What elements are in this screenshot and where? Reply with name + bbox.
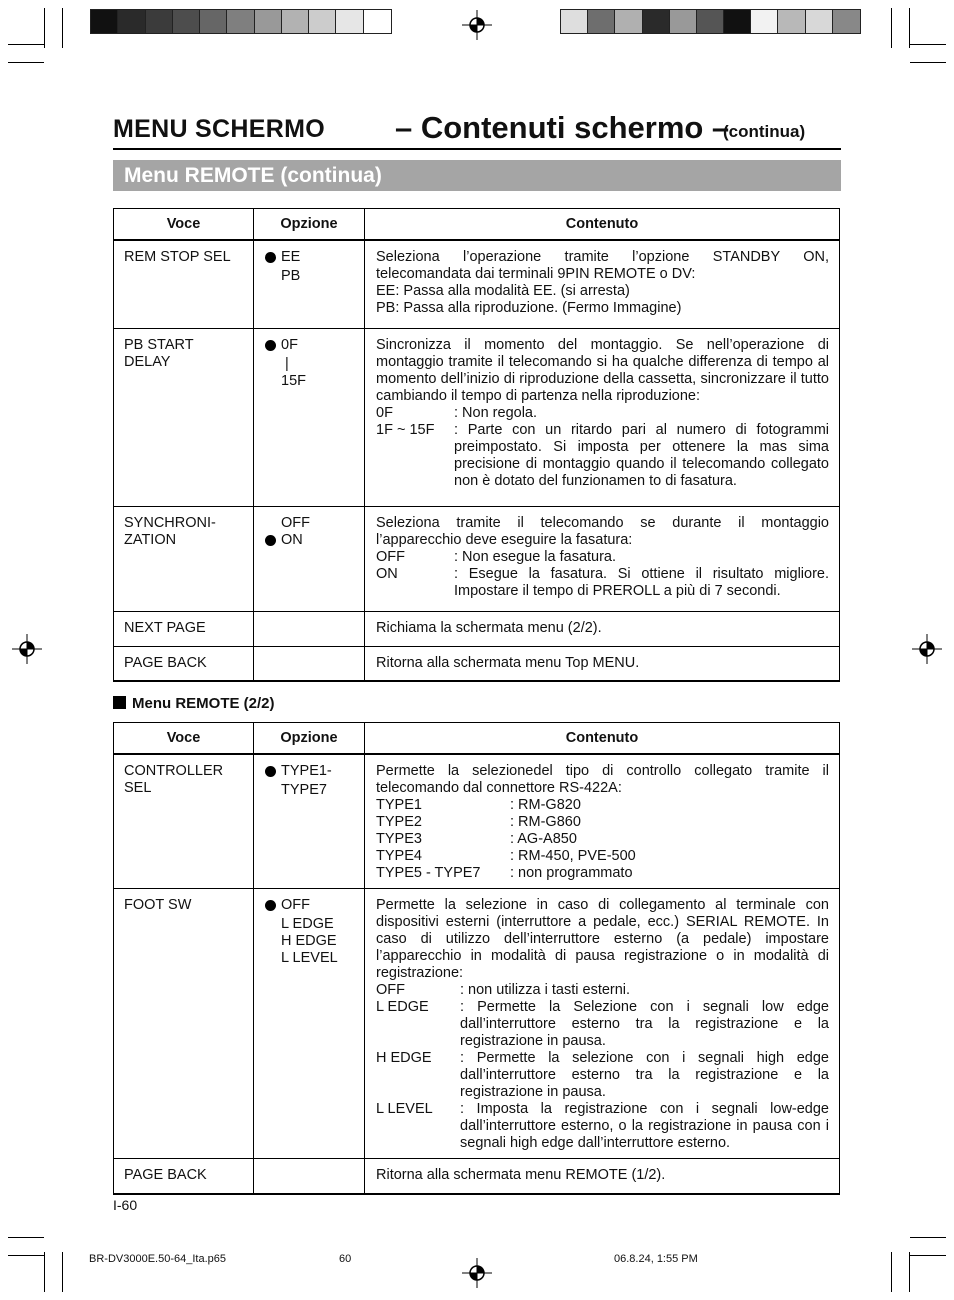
calibration-swatch [643, 10, 670, 33]
option-text: | [281, 355, 289, 372]
content-key: TYPE2 [376, 814, 422, 830]
voce-line: PAGE BACK [124, 1167, 207, 1183]
content-kv-line [376, 865, 829, 882]
voce-cell [114, 889, 254, 1159]
crop-mark [62, 1252, 63, 1292]
crop-mark [8, 44, 44, 45]
contenuto-cell [365, 754, 840, 889]
contenuto-cell [365, 328, 840, 506]
content-text: Sincronizza il momento del montaggio. Se nell’operazione di montaggio tramite il telecomando si ha qualche differenza di tempo al momento dell’inizio di riproduzione della cassetta, sincronizzare il tutto cambiando il tempo di partenza nella riproduzione: [376, 336, 829, 404]
content-key: TYPE5 - TYPE7 [376, 865, 481, 881]
default-marker [265, 897, 281, 916]
voce-line: PAGE BACK [124, 654, 207, 671]
default-dot-icon [265, 766, 276, 777]
page-number: I-60 [113, 1197, 138, 1213]
calibration-swatch [146, 10, 173, 33]
voce-cell [114, 646, 254, 681]
registration-target-icon [912, 634, 942, 664]
calibration-strip-right [560, 9, 861, 34]
column-header-voce: Voce [114, 209, 254, 241]
content-value: : Non regola. [454, 404, 538, 421]
contenuto-cell [365, 240, 840, 328]
option-line [265, 515, 358, 532]
content-text: Ritorna alla schermata menu REMOTE (1/2). [376, 1167, 666, 1183]
registration-target-icon [462, 1258, 492, 1288]
calibration-swatch [833, 10, 860, 33]
content-text: PB: Passa alla riproduzione. (Fermo Immagine) [376, 300, 682, 316]
option-text: OFF [281, 514, 310, 531]
content-value: : Parte con un ritardo pari al numero di fotogrammi preimpostato. Si imposta per ottenere la mas sima precisione di montaggio quando il telecomando collegato non è dotato del funzionamen to di fasatura. [454, 421, 829, 489]
crop-mark [891, 1252, 892, 1292]
content-value: : Esegue la fasatura. Si ottiene il risultato migliore. Impostare il tempo di PREROLL a più di 7 secondi. [454, 565, 829, 599]
calibration-swatch [200, 10, 227, 33]
contenuto-cell [365, 506, 840, 611]
voce-cell [114, 240, 254, 328]
contenuto-cell [365, 1159, 840, 1194]
calibration-swatch [364, 10, 391, 33]
option-text: 0F [281, 336, 298, 353]
default-marker [265, 916, 281, 933]
content-text: Richiama la schermata menu (2/2). [376, 619, 602, 636]
table-row [114, 328, 840, 506]
default-marker [265, 337, 281, 356]
option-line [265, 337, 358, 356]
content-value: : Permette la Selezione con i segnali low edge dall’interruttore esterno tra la registrazione e la registrazione in pausa. [460, 999, 829, 1049]
option-line [265, 782, 358, 799]
remote-menu-table-1 [113, 208, 840, 682]
calibration-swatch [615, 10, 642, 33]
default-marker [265, 249, 281, 268]
square-bullet-icon [113, 696, 126, 709]
crop-mark [44, 1252, 45, 1292]
content-kv-line [376, 814, 829, 831]
voce-line: DELAY [124, 353, 171, 370]
content-kv-line [376, 1101, 829, 1152]
crop-mark [8, 1237, 44, 1238]
content-key: H EDGE [376, 1050, 432, 1066]
option-text: H EDGE [281, 933, 337, 949]
option-line [265, 249, 358, 268]
content-key: TYPE4 [376, 848, 422, 864]
content-value: : RM-450, PVE-500 [510, 848, 636, 864]
opzione-cell [254, 506, 365, 611]
subheading-text: Menu REMOTE (2/2) [132, 695, 275, 712]
content-text: Seleziona tramite il telecomando se durante il montaggio l’apparecchio deve eseguire la fasatura: [376, 514, 829, 548]
section-band: Menu REMOTE (continua) [113, 160, 841, 191]
section-title: MENU SCHERMO [113, 115, 325, 143]
option-line [265, 356, 358, 373]
opzione-cell [254, 328, 365, 506]
default-marker [265, 373, 281, 390]
content-key: 0F [376, 404, 393, 421]
content-key: ON [376, 565, 398, 582]
voce-line: SEL [124, 780, 152, 796]
opzione-cell [254, 646, 365, 681]
calibration-swatch [724, 10, 751, 33]
content-value: : Non esegue la fasatura. [454, 548, 617, 565]
content-value: : Imposta la registrazione con i segnali low-edge dall’interruttore esterno, o la registrazione in pausa con i segnali high edge dall’interruttore esterno. [460, 1101, 829, 1151]
table-row [114, 506, 840, 611]
calibration-swatch [173, 10, 200, 33]
option-line [265, 268, 358, 285]
default-marker [265, 268, 281, 285]
column-header-opzione: Opzione [254, 209, 365, 241]
table-row [114, 889, 840, 1159]
option-text: TYPE7 [281, 782, 327, 798]
table-row [114, 1159, 840, 1194]
calibration-swatch [227, 10, 254, 33]
content-kv-line [376, 405, 829, 422]
page-header [113, 110, 841, 150]
default-marker [265, 356, 281, 373]
crop-mark [62, 8, 63, 48]
contenuto-cell [365, 646, 840, 681]
table-row [114, 754, 840, 889]
calibration-swatch [561, 10, 588, 33]
content-key: OFF [376, 982, 405, 998]
content-kv-line [376, 797, 829, 814]
voce-line: CONTROLLER [124, 763, 224, 779]
content-key: L LEVEL [376, 1101, 433, 1117]
content-value: : non utilizza i tasti esterni. [460, 982, 631, 998]
option-text: OFF [281, 897, 310, 913]
footer-date: 06.8.24, 1:55 PM [614, 1253, 698, 1265]
content-text: Ritorna alla schermata menu Top MENU. [376, 654, 640, 671]
registration-target-icon [12, 634, 42, 664]
option-text: EE [281, 249, 301, 265]
default-marker [265, 933, 281, 950]
content-text: Permette la selezionedel tipo di controllo collegato tramite il telecomando dal connettore RS-422A: [376, 763, 829, 796]
option-line [265, 916, 358, 933]
remote-menu-table-2 [113, 722, 840, 1195]
content-kv-line [376, 831, 829, 848]
column-header-contenuto: Contenuto [365, 209, 840, 241]
calibration-swatch [118, 10, 145, 33]
column-header-contenuto: Contenuto [365, 723, 840, 755]
table-row [114, 611, 840, 646]
calibration-swatch [588, 10, 615, 33]
voce-cell [114, 506, 254, 611]
content-key: L EDGE [376, 999, 429, 1015]
footer-file: BR-DV3000E.50-64_Ita.p65 [89, 1253, 226, 1265]
content-key: OFF [376, 548, 405, 565]
crop-mark [910, 44, 946, 45]
crop-mark [8, 1255, 44, 1256]
default-marker [265, 782, 281, 799]
default-dot-icon [265, 900, 276, 911]
calibration-swatch [91, 10, 118, 33]
option-line [265, 897, 358, 916]
voce-cell [114, 611, 254, 646]
registration-target-icon [462, 10, 492, 40]
default-marker [265, 532, 281, 551]
option-line [265, 373, 358, 390]
content-kv-line [376, 549, 829, 566]
content-key: TYPE1 [376, 797, 422, 813]
crop-mark [8, 62, 44, 63]
calibration-swatch [697, 10, 724, 33]
option-text: 15F [281, 372, 306, 389]
table-row [114, 240, 840, 328]
default-dot-icon [265, 535, 276, 546]
content-kv-line [376, 982, 829, 999]
subheading [113, 695, 275, 712]
content-kv-line [376, 1050, 829, 1101]
voce-line: PB START [124, 336, 194, 353]
calibration-swatch [282, 10, 309, 33]
content-value: : non programmato [510, 865, 633, 881]
default-marker [265, 950, 281, 967]
calibration-swatch [309, 10, 336, 33]
option-text: TYPE1- [281, 763, 332, 779]
title-suffix: (continua) [723, 122, 806, 141]
contenuto-cell [365, 889, 840, 1159]
voce-line: ZATION [124, 531, 177, 548]
footer-page: 60 [339, 1253, 352, 1265]
voce-line: FOOT SW [124, 897, 192, 913]
voce-cell [114, 754, 254, 889]
crop-mark [891, 8, 892, 48]
calibration-swatch [806, 10, 833, 33]
content-kv-line [376, 422, 829, 490]
option-text: ON [281, 531, 303, 548]
option-line [265, 933, 358, 950]
option-line [265, 763, 358, 782]
option-line [265, 532, 358, 551]
crop-mark [909, 8, 910, 48]
opzione-cell [254, 754, 365, 889]
option-line [265, 950, 358, 967]
content-kv-line [376, 999, 829, 1050]
voce-line: REM STOP SEL [124, 249, 231, 265]
table-row [114, 646, 840, 681]
column-header-voce: Voce [114, 723, 254, 755]
content-value: : AG-A850 [510, 831, 577, 847]
option-text: L EDGE [281, 916, 334, 932]
default-marker [265, 515, 281, 532]
contenuto-cell [365, 611, 840, 646]
default-marker [265, 763, 281, 782]
content-text: Seleziona l’operazione tramite l’opzione STANDBY ON, telecomandata dai terminali 9PIN REMOTE o DV: [376, 249, 829, 282]
calibration-swatch [336, 10, 363, 33]
crop-mark [909, 1252, 910, 1292]
content-text: EE: Passa alla modalità EE. (si arresta) [376, 283, 630, 299]
voce-line: NEXT PAGE [124, 619, 206, 636]
opzione-cell [254, 889, 365, 1159]
option-text: PB [281, 268, 301, 284]
voce-line: SYNCHRONI- [124, 514, 216, 531]
content-value: : RM-G860 [510, 814, 581, 830]
page-title: – Contenuti schermo – [395, 110, 730, 145]
content-text: Permette la selezione in caso di collegamento al terminale con dispositivi esterni (interruttore a pedale, ecc.) SERIAL REMOTE. In caso di utilizzo dell’interruttore esterno (a pedale) impostare l’apparecchio in modalità di pausa registrazione o in modalità di registrazione: [376, 897, 829, 981]
calibration-swatch [670, 10, 697, 33]
voce-cell [114, 328, 254, 506]
default-dot-icon [265, 252, 276, 263]
content-value: : RM-G820 [510, 797, 581, 813]
opzione-cell [254, 611, 365, 646]
opzione-cell [254, 1159, 365, 1194]
opzione-cell [254, 240, 365, 328]
crop-mark [910, 1237, 946, 1238]
crop-mark [910, 62, 946, 63]
content-kv-line [376, 566, 829, 600]
calibration-strip-left [90, 9, 392, 34]
crop-mark [910, 1255, 946, 1256]
option-text: L LEVEL [281, 950, 338, 966]
content-key: 1F ~ 15F [376, 421, 435, 438]
column-header-opzione: Opzione [254, 723, 365, 755]
calibration-swatch [751, 10, 778, 33]
voce-cell [114, 1159, 254, 1194]
calibration-swatch [778, 10, 805, 33]
crop-mark [44, 8, 45, 48]
content-kv-line [376, 848, 829, 865]
content-key: TYPE3 [376, 831, 422, 847]
default-dot-icon [265, 340, 276, 351]
content-value: : Permette la selezione con i segnali high edge dall’interruttore esterno tra la registrazione e la registrazione in pausa. [460, 1050, 829, 1100]
calibration-swatch [255, 10, 282, 33]
